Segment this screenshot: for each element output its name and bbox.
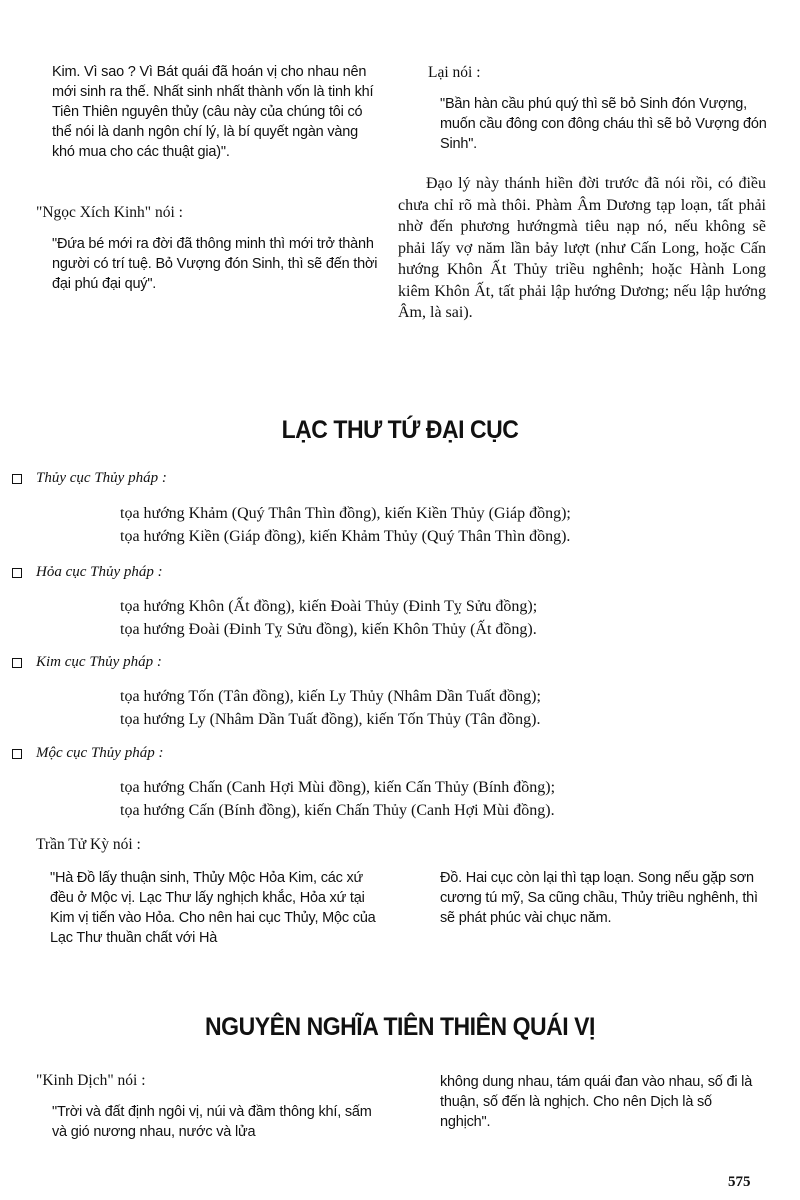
section-line: tọa hướng Chấn (Canh Hợi Mùi đồng), kiến Cấn Thủy (Bính đồng); — [120, 779, 556, 796]
tran-tu-ky-quote-right: Đồ. Hai cục còn lại thì tạp loạn. Song nếu gặp sơn cương tú mỹ, Sa cũng chầu, Thủy triều nghênh, thì sẽ phát phúc vài chục năm. — [440, 870, 758, 926]
section-thuy-cuc — [12, 470, 167, 487]
lai-noi-quote: "Bần hàn cầu phú quý thì sẽ bỏ Sinh đón Vượng, muốn cầu đông con đông cháu thì sẽ bỏ Vượng đón Sinh". — [440, 96, 767, 152]
tran-tu-ky-attribution: Trần Tử Kỳ nói : — [36, 836, 141, 853]
section-title: Hỏa cục Thủy pháp : — [36, 564, 163, 580]
section-line: tọa hướng Kiền (Giáp đồng), kiến Khảm Thủy (Quý Thân Thìn đồng). — [120, 528, 571, 545]
explanation-paragraph: Đạo lý này thánh hiền đời trước đã nói rồi, có điều chưa chỉ rõ mà thôi. Phàm Âm Dương tạp loạn, tất phải nhờ đến phương hướngmà tiêu nạp nó, nếu không sẽ phải lấy vợ năm lần bảy lượt (như Cấn Long, hoặc Cấn hướng Khôn Ất Thủy triều nghênh; hoặc Hành Long kiêm Khôn Ất, tất phải lập hướng Dương; nếu lập hướng Âm, là sai). — [398, 175, 766, 321]
checkbox-icon — [12, 568, 22, 578]
section-title: Kim cục Thủy pháp : — [36, 654, 162, 670]
ngoc-xich-kinh-quote: "Đứa bé mới ra đời đã thông minh thì mới trở thành người có trí tuệ. Bỏ Vượng đón Sinh, thì sẽ đến thời đại phú đại quý". — [52, 236, 378, 292]
section-line: tọa hướng Tốn (Tân đồng), kiến Ly Thủy (Nhâm Dần Tuất đồng); — [120, 688, 541, 705]
section-moc-cuc — [12, 745, 163, 762]
section-kim-cuc — [12, 654, 162, 671]
checkbox-icon — [12, 474, 22, 484]
ngoc-xich-kinh-attribution: "Ngọc Xích Kinh" nói : — [36, 204, 183, 221]
section-title: Mộc cục Thủy pháp : — [36, 745, 164, 761]
lai-noi-attribution: Lại nói : — [428, 64, 481, 81]
heading-lac-thu-tu-dai-cuc: LẠC THƯ TỨ ĐẠI CỤC — [281, 416, 519, 444]
tran-tu-ky-quote-left: "Hà Đồ lấy thuận sinh, Thủy Mộc Hỏa Kim, các xứ đều ở Mộc vị. Lạc Thư lấy nghịch khắc, Hỏa xứ tại Kim vị tiến vào Hỏa. Cho nên hai cục Thủy, Mộc của Lạc Thư thuần chất với Hà — [50, 870, 376, 946]
checkbox-icon — [12, 658, 22, 668]
section-line: tọa hướng Ly (Nhâm Dần Tuất đồng), kiến Tốn Thủy (Tân đồng). — [120, 711, 541, 728]
section-line: tọa hướng Cấn (Bính đồng), kiến Chấn Thủy (Canh Hợi Mùi đồng). — [120, 802, 555, 819]
section-title: Thủy cục Thủy pháp : — [36, 470, 167, 486]
continuation-paragraph: Kim. Vì sao ? Vì Bát quái đã hoán vị cho nhau nên mới sinh ra thế. Nhất sinh nhất thành vốn là tinh khí Tiên Thiên nguyên thủy (câu này của chúng tôi có thể nói là danh ngôn chí lý, là bí quyết ngàn vàng khó mua cho các thuật gia)". — [52, 64, 374, 160]
kinh-dich-quote-right: không dung nhau, tám quái đan vào nhau, số đi là thuận, số đến là nghịch. Cho nên Dịch là số nghịch". — [440, 1074, 753, 1130]
checkbox-icon — [12, 749, 22, 759]
section-line: tọa hướng Khôn (Ất đồng), kiến Đoài Thủy (Đinh Tỵ Sửu đồng); — [120, 598, 538, 615]
heading-nguyen-nghia: NGUYÊN NGHĨA TIÊN THIÊN QUÁI VỊ — [205, 1013, 595, 1041]
page-number: 575 — [728, 1174, 751, 1190]
section-hoa-cuc — [12, 564, 163, 581]
kinh-dich-attribution: "Kinh Dịch" nói : — [36, 1072, 146, 1089]
section-line: tọa hướng Đoài (Đinh Tỵ Sửu đồng), kiến Khôn Thủy (Ất đồng). — [120, 621, 537, 638]
section-line: tọa hướng Khảm (Quý Thân Thìn đồng), kiến Kiền Thủy (Giáp đồng); — [120, 505, 571, 522]
kinh-dich-quote-left: "Trời và đất định ngôi vị, núi và đầm thông khí, sấm và gió nương nhau, nước và lửa — [52, 1104, 372, 1140]
